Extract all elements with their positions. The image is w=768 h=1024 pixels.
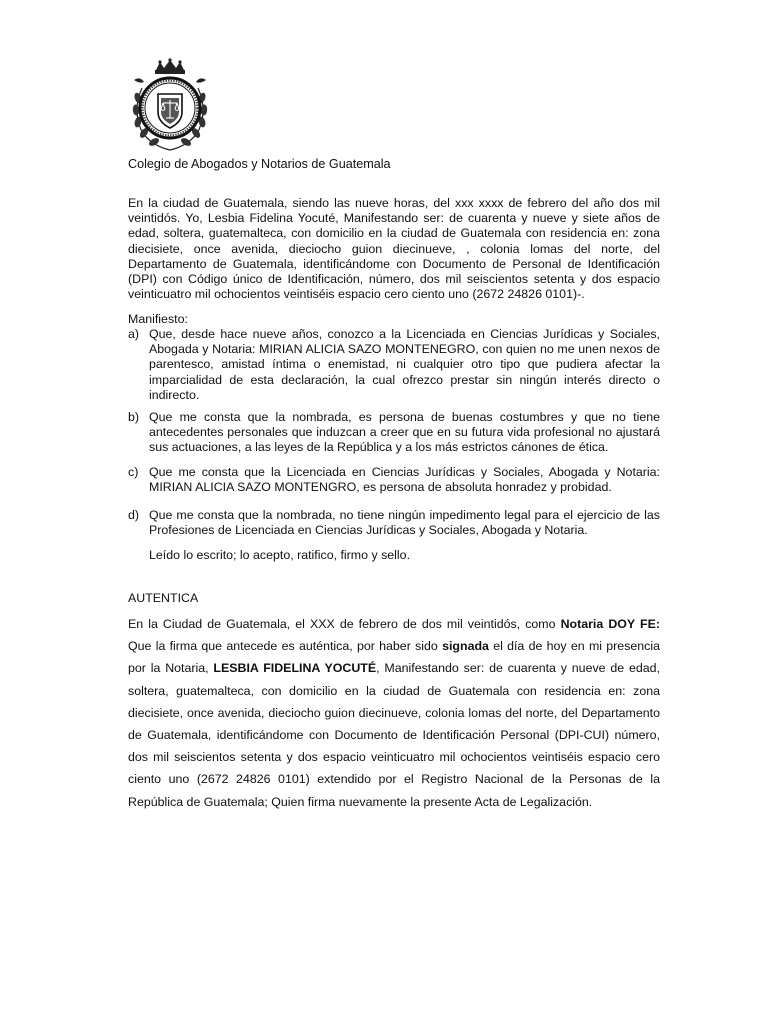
- autentica-text: En la Ciudad de Guatemala, el XXX de febrero de dos mil veintidós, como: [128, 617, 561, 631]
- item-letter: c): [128, 465, 139, 479]
- item-letter: b): [128, 410, 140, 424]
- item-text: Que, desde hace nueve años, conozco a la Licenciada en Ciencias Jurídicas y Sociales, Abogada y Notaria: MIRIAN ALICIA SAZO MONTENEGRO, con quien no me unen nexos de parentesco, amistad íntima o enemistad, ni cualquier otro tipo que pudiera afectar la imparcialidad de esta declaración, la cual ofrezco prestar sin ningún interés directo o indirecto.: [149, 327, 660, 402]
- autentica-bold-text: LESBIA FIDELINA YOCUTÉ: [213, 661, 377, 676]
- autentica-bold-text: Notaria DOY FE:: [560, 617, 660, 631]
- autentica-bold-text: signada: [442, 639, 489, 654]
- manifiesto-item-c: [128, 465, 660, 495]
- autentica-heading: AUTENTICA: [128, 591, 199, 605]
- autentica-text: Que la firma que antecede es auténtica, por haber sido: [128, 639, 443, 654]
- manifiesto-item-a: [128, 327, 660, 403]
- item-letter: a): [128, 327, 140, 341]
- item-text: Que me consta que la nombrada, es persona de buenas costumbres y que no tiene antecedentes personales que induzcan a creer que en su futura vida profesional no ajustará sus actuaciones, a las leyes de la República y a los más estrictos cánones de ética.: [149, 410, 660, 455]
- manifiesto-label: Manifiesto:: [128, 312, 188, 326]
- item-text: Que me consta que la nombrada, no tiene ningún impedimento legal para el ejercicio de las Profesiones de Licenciada en Ciencias Jurídicas y Sociales, Abogada y Notaria.: [149, 508, 660, 538]
- item-letter: d): [128, 508, 140, 522]
- manifiesto-item-d: [128, 508, 660, 538]
- intro-paragraph: En la ciudad de Guatemala, siendo las nueve horas, del xxx xxxx de febrero del año dos mil veintidós. Yo, Lesbia Fidelina Yocuté, Manifestando ser: de cuarenta y nueve y siete años de edad, soltera, guatemalteca, con domicilio en la ciudad de Guatemala con residencia en: zona diecisiete, once avenida, dieciocho guion diecinueve, , colonia lomas del norte, del Departamento de Guatemala, identificándome con Documento de Personal de Identificación (DPI) con Código único de Identificación, número, dos mil seiscientos setenta y dos espacio veinticuatro mil ochocientos veintiséis espacio cero ciento uno (2672 24826 0101)-.: [128, 196, 660, 302]
- bar-association-seal-icon: [128, 58, 212, 154]
- organization-name: Colegio de Abogados y Notarios de Guatemala: [128, 157, 391, 171]
- closing-statement: Leído lo escrito; lo acepto, ratifico, firmo y sello.: [149, 548, 411, 562]
- autentica-text: , Manifestando ser: de cuarenta y nueve de edad, soltera, guatemalteca, con domicilio en la ciudad de Guatemala con residencia en: zona diecisiete, once avenida, dieciocho guion diecinueve, colonia lomas del norte, del Departamento de Guatemala, identificándome con Documento de Identificación Personal (DPI-CUI) número, dos mil seiscientos setenta y dos espacio veinticuatro mil ochocientos veintiséis espacio cero ciento uno (2672 24826 0101) extendido por el Registro Nacional de la Personas de la República de Guatemala; Quien firma nuevamente la presente Acta de Legalización.: [128, 661, 660, 809]
- item-text: Que me consta que la Licenciada en Ciencias Jurídicas y Sociales, Abogada y Notaria: MIRIAN ALICIA SAZO MONTENGRO, es persona de absoluta honradez y probidad.: [149, 465, 660, 495]
- manifiesto-item-b: [128, 410, 660, 456]
- autentica-text: el día de hoy en mi presencia por la Notaria,: [128, 639, 661, 676]
- autentica-paragraph: [128, 613, 660, 813]
